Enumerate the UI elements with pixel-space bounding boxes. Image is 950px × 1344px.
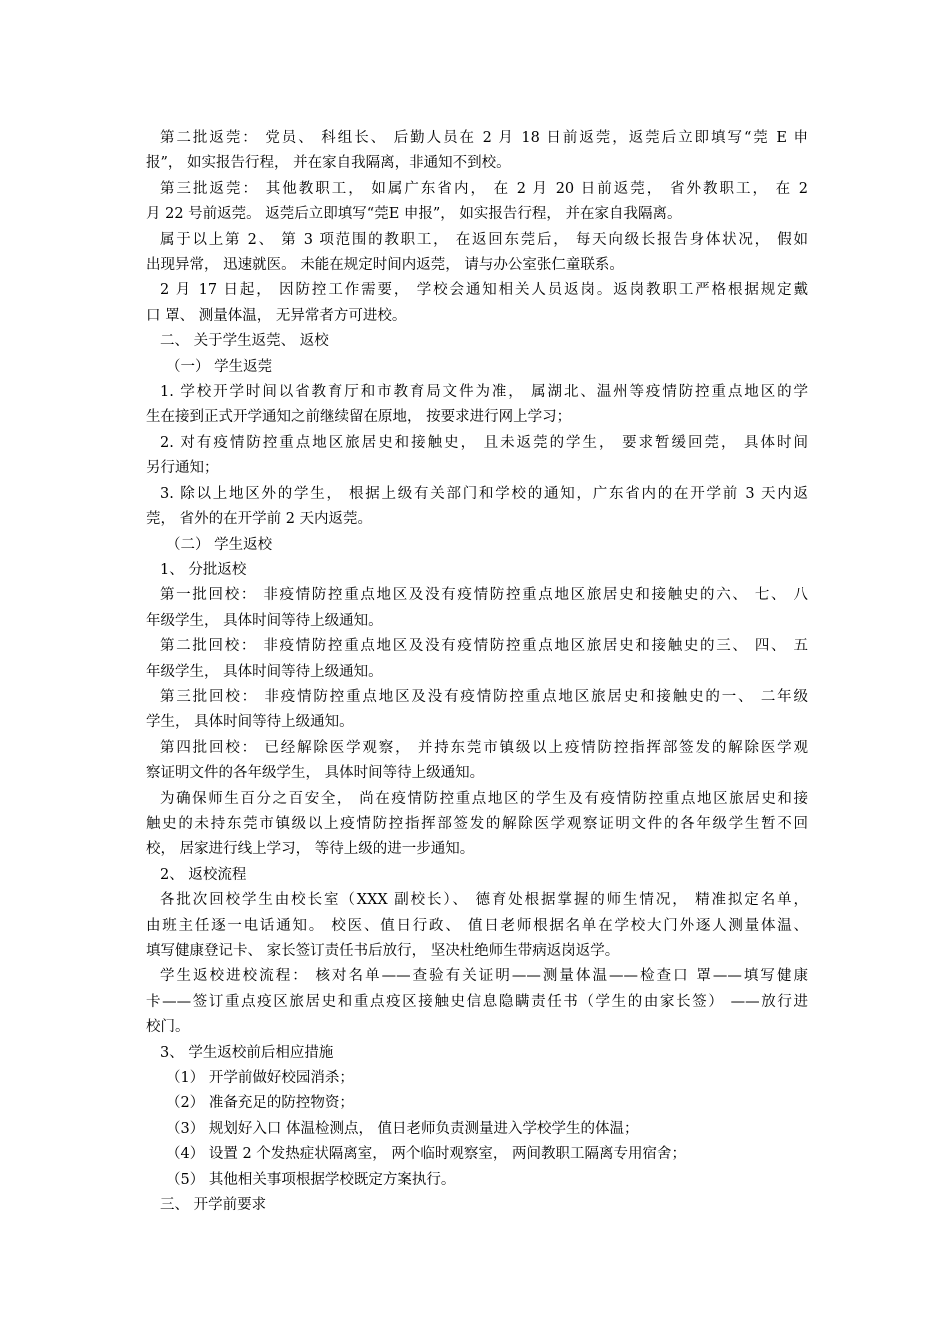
text-line: 学生， 具体时间等待上级通知。 bbox=[146, 714, 354, 731]
text-line: 二、 关于学生返莞、 返校 bbox=[160, 333, 329, 350]
text-line: 第三批返莞： 其他教职工， 如属广东省内， 在 2 月 20 日前返莞， 省外教职工， 在 2 bbox=[160, 180, 808, 197]
text-line: 1. 学校开学时间以省教育厅和市教育局文件为准， 属湖北、温州等疫情防控重点地区的学 bbox=[160, 384, 808, 401]
text-line: 3、 学生返校前后相应措施 bbox=[160, 1044, 334, 1061]
text-line: 第一批回校： 非疫情防控重点地区及没有疫情防控重点地区旅居史和接触史的六、 七、 八 bbox=[160, 587, 808, 604]
text-line: （1） 开学前做好校园消杀； bbox=[166, 1070, 354, 1087]
text-line: 第二批回校： 非疫情防控重点地区及没有疫情防控重点地区旅居史和接触史的三、 四、 五 bbox=[160, 638, 808, 655]
text-line: 年级学生， 具体时间等待上级通知。 bbox=[146, 663, 383, 680]
text-line: 触史的未持东莞市镇级以上疫情防控指挥部签发的解除医学观察证明文件的各年级学生暂不回 bbox=[146, 815, 808, 832]
text-line: 2. 对有疫情防控重点地区旅居史和接触史， 且未返莞的学生， 要求暂缓回莞， 具体时间 bbox=[160, 434, 808, 451]
text-line: （二） 学生返校 bbox=[166, 536, 273, 553]
text-line: 填写健康登记卡、 家长签订责任书后放行， 坚决杜绝师生带病返岗返学。 bbox=[146, 943, 620, 959]
text-line: 三、 开学前要求 bbox=[160, 1197, 267, 1214]
text-line: （4） 设置 2 个发热症状隔离室， 两个临时观察室， 两间教职工隔离专用宿舍； bbox=[166, 1146, 686, 1163]
text-line: 生在接到正式开学通知之前继续留在原地， 按要求进行网上学习； bbox=[146, 409, 572, 426]
text-line: 校门。 bbox=[146, 1019, 190, 1036]
text-line: 2、 返校流程 bbox=[160, 866, 247, 883]
text-line: 第二批返莞： 党员、 科组长、 后勤人员在 2 月 18 日前返莞，返莞后立即填写“莞 E 申 bbox=[160, 130, 808, 146]
text-line: 学生返校进校流程： 核对名单——查验有关证明——测量体温——检查口 罩——填写健康 bbox=[160, 968, 808, 985]
document-page bbox=[146, 126, 808, 1218]
text-line: 校， 居家进行线上学习， 等待上级的进一步通知。 bbox=[146, 841, 475, 858]
text-line: 由班主任逐一电话通知。 校医、值日行政、 值日老师根据名单在学校大门外逐人测量体温、 bbox=[146, 917, 808, 934]
text-line: 3. 除以上地区外的学生， 根据上级有关部门和学校的通知，广东省内的在开学前 3 天内返 bbox=[160, 485, 808, 502]
text-line: 口 罩、 测量体温， 无异常者方可进校。 bbox=[146, 307, 407, 324]
text-line: 报”， 如实报告行程， 并在家自我隔离，非通知不到校。 bbox=[146, 155, 511, 172]
text-line: （3） 规划好入口 体温检测点， 值日老师负责测量进入学校学生的体温； bbox=[166, 1120, 639, 1137]
text-line: 年级学生， 具体时间等待上级通知。 bbox=[146, 612, 383, 629]
text-line: 第三批回校： 非疫情防控重点地区及没有疫情防控重点地区旅居史和接触史的一、 二年级 bbox=[160, 688, 808, 705]
text-line: 1、 分批返校 bbox=[160, 561, 247, 578]
text-line: 第四批回校： 已经解除医学观察， 并持东莞市镇级以上疫情防控指挥部签发的解除医学观 bbox=[160, 739, 808, 756]
text-line: 2 月 17 日起， 因防控工作需要， 学校会通知相关人员返岗。返岗教职工严格根据规定戴 bbox=[160, 282, 808, 299]
text-line: 为确保师生百分之百安全， 尚在疫情防控重点地区的学生及有疫情防控重点地区旅居史和接 bbox=[160, 790, 808, 807]
text-line: 卡——签订重点疫区旅居史和重点疫区接触史信息隐瞒责任书（学生的由家长签） ——放行进 bbox=[146, 993, 808, 1010]
text-line: 另行通知； bbox=[146, 460, 219, 477]
text-line: （5） 其他相关事项根据学校既定方案执行。 bbox=[166, 1171, 456, 1188]
text-line: 各批次回校学生由校长室（XXX 副校长）、 德育处根据掌握的师生情况， 精准拟定名单， bbox=[160, 892, 808, 909]
text-line: （一） 学生返莞 bbox=[166, 358, 273, 375]
text-line: （2） 准备充足的防控物资； bbox=[166, 1095, 354, 1112]
text-line: 属于以上第 2、 第 3 项范围的教职工， 在返回东莞后， 每天向级长报告身体状况， 假如 bbox=[160, 231, 808, 248]
text-line: 出现异常， 迅速就医。 未能在规定时间内返莞， 请与办公室张仁童联系。 bbox=[146, 257, 624, 274]
text-line: 莞， 省外的在开学前 2 天内返莞。 bbox=[146, 511, 373, 528]
text-line: 月 22 号前返莞。 返莞后立即填写“莞E 申报”， 如实报告行程， 并在家自我隔离。 bbox=[146, 206, 682, 223]
text-line: 察证明文件的各年级学生， 具体时间等待上级通知。 bbox=[146, 765, 485, 782]
